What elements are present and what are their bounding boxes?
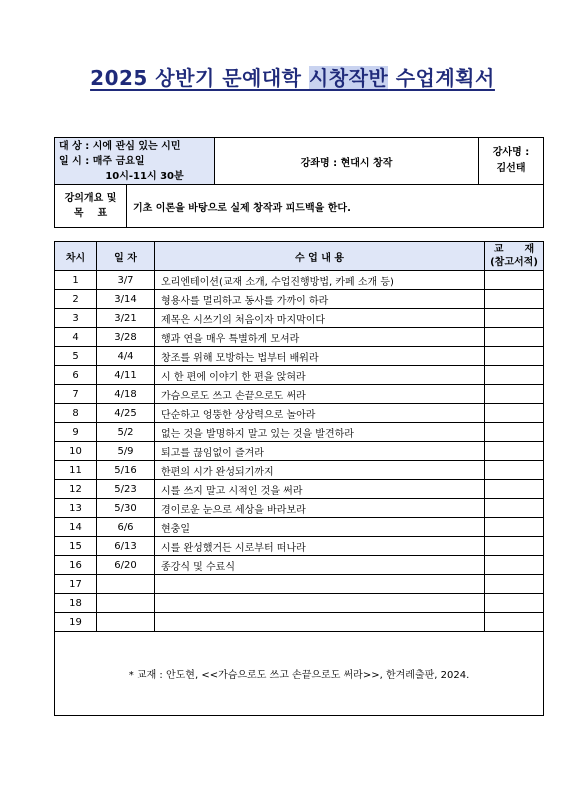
row-no: 11 xyxy=(55,461,97,480)
row-no: 5 xyxy=(55,347,97,366)
row-material xyxy=(485,594,544,613)
textbook-note: * 교재 : 안도현, <<가슴으로도 쓰고 손끝으로도 써라>>, 한겨레출판, 2024. xyxy=(55,632,544,716)
schedule-row xyxy=(55,366,544,385)
row-content: 행과 연을 매우 특별하게 모셔라 xyxy=(155,328,485,347)
page-title xyxy=(0,62,585,91)
goal-label-line1: 강의개요 및 xyxy=(64,193,117,204)
row-content xyxy=(155,575,485,594)
row-material xyxy=(485,442,544,461)
header-material-line2: (참고서적) xyxy=(490,257,538,268)
row-date: 4/11 xyxy=(97,366,155,385)
row-material xyxy=(485,575,544,594)
header-material-line1: 교 재 xyxy=(493,244,535,255)
row-no: 19 xyxy=(55,613,97,632)
schedule-row xyxy=(55,423,544,442)
row-date: 3/21 xyxy=(97,309,155,328)
target-text: 대 상 : 시에 관심 있는 시민 xyxy=(59,140,181,152)
row-content: 오리엔테이션(교재 소개, 수업진행방법, 카페 소개 등) xyxy=(155,271,485,290)
goal-table xyxy=(54,184,544,228)
row-content: 시를 쓰지 말고 시적인 것을 써라 xyxy=(155,480,485,499)
row-no: 8 xyxy=(55,404,97,423)
schedule-row xyxy=(55,271,544,290)
schedule-row xyxy=(55,290,544,309)
goal-label-line2: 목 표 xyxy=(73,208,108,219)
row-no: 7 xyxy=(55,385,97,404)
instructor-name: 김선태 xyxy=(496,163,526,174)
row-date: 4/25 xyxy=(97,404,155,423)
row-date: 4/18 xyxy=(97,385,155,404)
row-date: 5/23 xyxy=(97,480,155,499)
row-date: 3/7 xyxy=(97,271,155,290)
row-no: 9 xyxy=(55,423,97,442)
course-name: 강좌명 : 현대시 창작 xyxy=(215,138,479,185)
row-content: 단순하고 엉뚱한 상상력으로 놀아라 xyxy=(155,404,485,423)
row-no: 18 xyxy=(55,594,97,613)
row-content: 시를 완성했거든 시로부터 떠나라 xyxy=(155,537,485,556)
row-no: 16 xyxy=(55,556,97,575)
schedule-row xyxy=(55,594,544,613)
row-no: 1 xyxy=(55,271,97,290)
schedule-row xyxy=(55,328,544,347)
row-content xyxy=(155,594,485,613)
row-date: 4/4 xyxy=(97,347,155,366)
row-date xyxy=(97,575,155,594)
schedule-header-row xyxy=(55,242,544,271)
schedule-row xyxy=(55,480,544,499)
schedule-row xyxy=(55,461,544,480)
row-content: 경이로운 눈으로 세상을 바라보라 xyxy=(155,499,485,518)
row-material xyxy=(485,328,544,347)
row-material xyxy=(485,556,544,575)
row-no: 13 xyxy=(55,499,97,518)
schedule-row xyxy=(55,575,544,594)
schedule-row xyxy=(55,518,544,537)
row-material xyxy=(485,518,544,537)
row-no: 2 xyxy=(55,290,97,309)
title-highlight: 시창작반 xyxy=(308,66,389,90)
row-content: 시 한 편에 이야기 한 편을 앉혀라 xyxy=(155,366,485,385)
row-no: 3 xyxy=(55,309,97,328)
schedule-row xyxy=(55,385,544,404)
row-date xyxy=(97,613,155,632)
row-date: 6/13 xyxy=(97,537,155,556)
row-material xyxy=(485,537,544,556)
row-content: 형용사를 멀리하고 동사를 가까이 하라 xyxy=(155,290,485,309)
row-content xyxy=(155,613,485,632)
schedule-row xyxy=(55,613,544,632)
schedule-row xyxy=(55,537,544,556)
goal-label xyxy=(55,185,127,228)
time-text: 10시-11시 30분 xyxy=(105,170,184,182)
schedule-table xyxy=(54,241,544,716)
row-date: 5/2 xyxy=(97,423,155,442)
instructor-label: 강사명 : xyxy=(492,147,530,158)
info-table xyxy=(54,137,544,185)
row-no: 17 xyxy=(55,575,97,594)
row-material xyxy=(485,271,544,290)
row-content: 한편의 시가 완성되기까지 xyxy=(155,461,485,480)
row-no: 10 xyxy=(55,442,97,461)
row-material xyxy=(485,385,544,404)
row-date: 3/28 xyxy=(97,328,155,347)
schedule-row xyxy=(55,556,544,575)
schedule-row xyxy=(55,404,544,423)
row-content: 없는 것을 발명하지 말고 있는 것을 발견하라 xyxy=(155,423,485,442)
header-no: 차시 xyxy=(55,242,97,271)
header-material xyxy=(485,242,544,271)
row-no: 12 xyxy=(55,480,97,499)
row-material xyxy=(485,613,544,632)
row-content: 종강식 및 수료식 xyxy=(155,556,485,575)
schedule-row xyxy=(55,309,544,328)
row-content: 현충일 xyxy=(155,518,485,537)
row-material xyxy=(485,290,544,309)
row-date xyxy=(97,594,155,613)
row-material xyxy=(485,461,544,480)
row-material xyxy=(485,309,544,328)
header-content: 수 업 내 용 xyxy=(155,242,485,271)
row-material xyxy=(485,366,544,385)
row-material xyxy=(485,480,544,499)
row-content: 퇴고를 끊임없이 즐겨라 xyxy=(155,442,485,461)
row-date: 6/6 xyxy=(97,518,155,537)
row-date: 5/30 xyxy=(97,499,155,518)
schedule-row xyxy=(55,499,544,518)
row-date: 6/20 xyxy=(97,556,155,575)
row-content: 가슴으로도 쓰고 손끝으로도 써라 xyxy=(155,385,485,404)
row-material xyxy=(485,347,544,366)
row-no: 14 xyxy=(55,518,97,537)
row-date: 5/16 xyxy=(97,461,155,480)
row-material xyxy=(485,499,544,518)
row-no: 6 xyxy=(55,366,97,385)
schedule-row xyxy=(55,347,544,366)
schedule-row xyxy=(55,442,544,461)
row-content: 제목은 시쓰기의 처음이자 마지막이다 xyxy=(155,309,485,328)
title-suffix: 수업계획서 xyxy=(388,66,495,90)
row-date: 3/14 xyxy=(97,290,155,309)
row-no: 15 xyxy=(55,537,97,556)
date-text: 일 시 : 매주 금요일 xyxy=(59,155,145,167)
instructor-cell xyxy=(479,138,544,185)
note-row xyxy=(55,632,544,716)
goal-text: 기초 이론을 바탕으로 실제 창작과 피드백을 한다. xyxy=(127,185,544,228)
row-material xyxy=(485,404,544,423)
row-no: 4 xyxy=(55,328,97,347)
row-material xyxy=(485,423,544,442)
info-target-cell xyxy=(55,138,215,185)
row-date: 5/9 xyxy=(97,442,155,461)
title-prefix: 2025 상반기 문예대학 xyxy=(90,66,309,90)
header-date: 일 자 xyxy=(97,242,155,271)
row-content: 창조를 위해 모방하는 법부터 배워라 xyxy=(155,347,485,366)
